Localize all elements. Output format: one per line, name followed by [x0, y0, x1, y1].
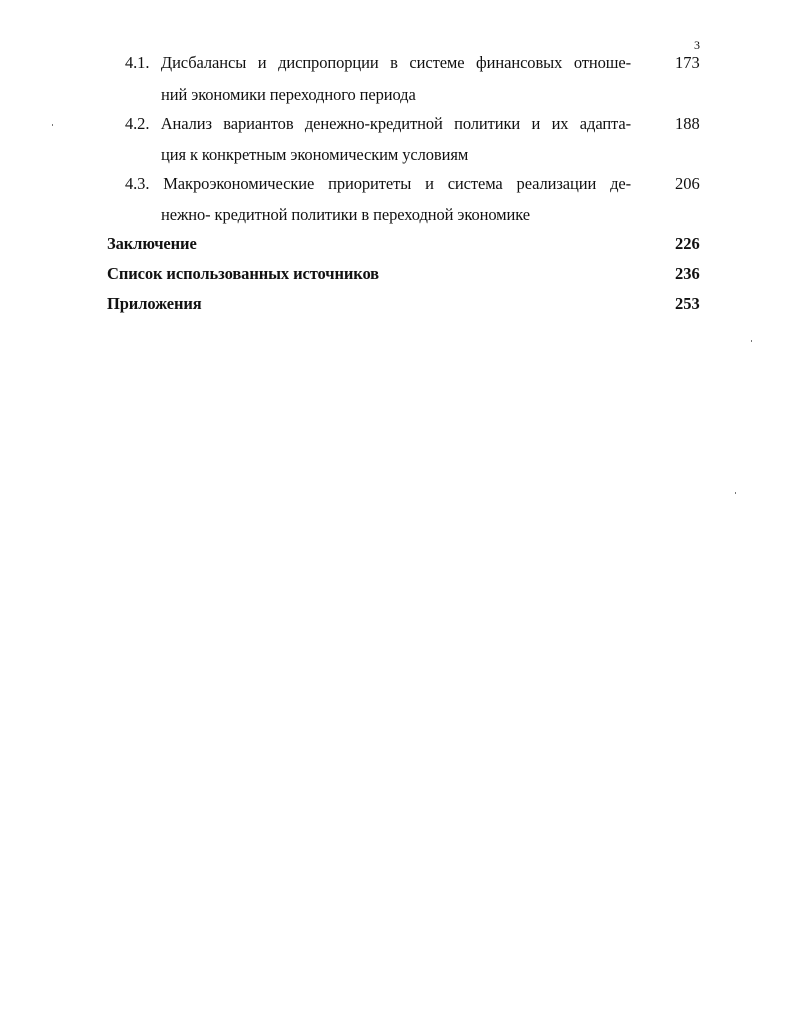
toc-section-appendices-title: Приложения: [107, 294, 202, 313]
toc-entry-4-1-line2: ний экономики переходного периода: [161, 85, 416, 104]
toc-entry-4-3-line2: нежно- кредитной политики в переходной экономике: [161, 205, 530, 224]
toc-entry-4-2-line2: ция к конкретным экономическим условиям: [161, 145, 469, 164]
scan-speck: [735, 492, 736, 494]
toc-entry-4-3-page: 206: [675, 174, 700, 193]
toc-section-references-page: 236: [675, 264, 700, 283]
toc-entry-4-1-page: 173: [675, 53, 700, 72]
toc-section-conclusion-page: 226: [675, 234, 700, 253]
toc-entry-4-2-line1: 4.2. Анализ вариантов денежно-кредитной политики и их адапта-: [125, 114, 631, 133]
toc-section-conclusion-title: Заключение: [107, 234, 197, 253]
toc-entry-4-3-line1: 4.3. Макроэкономические приоритеты и система реализации де-: [125, 174, 631, 193]
scan-speck: [52, 124, 53, 126]
toc-section-appendices-page: 253: [675, 294, 700, 313]
toc-entry-4-2-page: 188: [675, 114, 700, 133]
toc-section-references-title: Список использованных источников: [107, 264, 379, 283]
page-number: 3: [694, 38, 700, 52]
toc-entry-4-1-line1: 4.1. Дисбалансы и диспропорции в системе финансовых отноше-: [125, 53, 631, 72]
scan-speck: [751, 340, 752, 342]
